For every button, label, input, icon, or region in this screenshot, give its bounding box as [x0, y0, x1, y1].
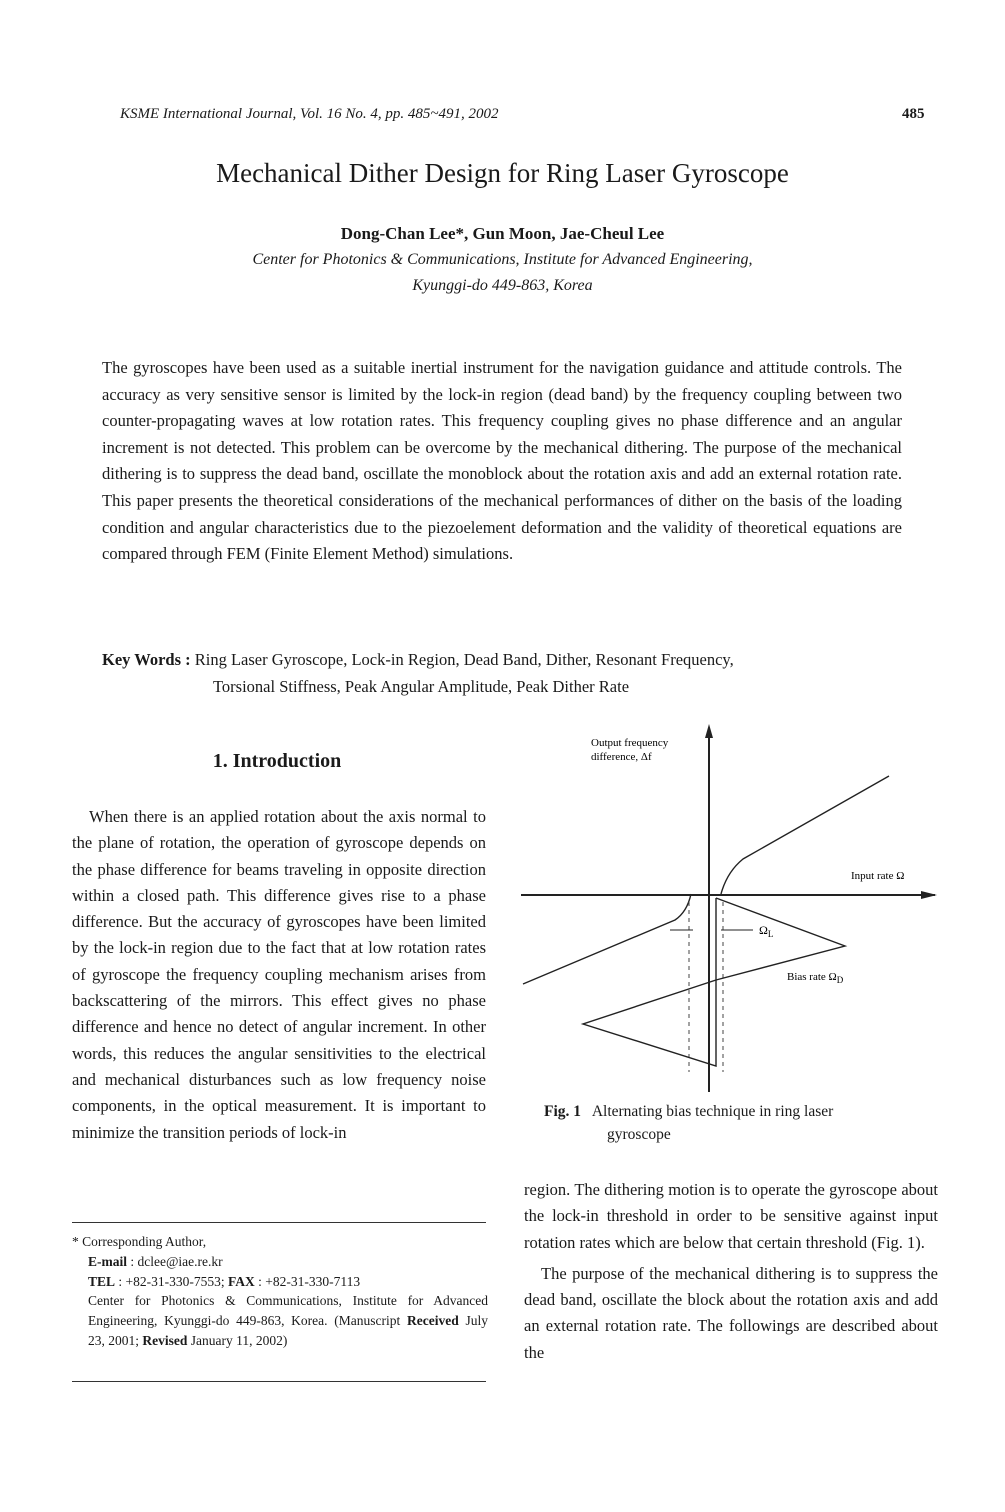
affiliation-line-2: Kyunggi-do 449-863, Korea	[412, 277, 593, 294]
tel-value: : +82-31-330-7553;	[118, 1273, 225, 1289]
footnote	[72, 1232, 488, 1351]
address-text: Center for Photonics & Communications, Institute for Advanced Engineering, Kyunggi-do 449-863, Korea.	[88, 1293, 488, 1329]
journal-header: KSME International Journal, Vol. 16 No. 4, pp. 485~491, 2002	[120, 106, 499, 122]
revised-value: January 11, 2002)	[190, 1332, 288, 1348]
footnote-corresponding: * Corresponding Author,	[72, 1234, 207, 1249]
right-paragraph-2: The purpose of the mechanical dithering is to suppress the dead band, oscillate the block about the rotation axis and add an external rotation rate. The followings are described about the	[524, 1263, 938, 1362]
authors: Dong-Chan Lee*, Gun Moon, Jae-Cheul Lee	[340, 224, 665, 243]
affiliation-line-1: Center for Photonics & Communications, Institute for Advanced Engineering,	[252, 251, 753, 268]
figure-1-caption	[544, 1100, 934, 1146]
response-line-lower	[523, 894, 691, 984]
bias-rate-label: Bias rate $\Omega_D$	[787, 971, 844, 985]
bias-waveform-upper	[716, 898, 845, 980]
x-axis-arrowhead	[921, 891, 937, 899]
email-value: : dclee@iae.re.kr	[130, 1253, 223, 1269]
omega-l-label: $\Omega_L$	[759, 923, 774, 939]
footnote-email	[72, 1252, 488, 1272]
footnote-phone	[72, 1272, 488, 1292]
fax-value: : +82-31-330-7113	[258, 1273, 361, 1289]
keywords	[102, 646, 912, 700]
footnote-rule-top	[72, 1222, 486, 1223]
introduction-paragraph: When there is an applied rotation about the axis normal to the plane of rotation, the operation of gyroscope depends on the phase difference for beams traveling in opposite direction within a closed path. This difference gives rise to a phase difference. But the accuracy of gyroscopes have been limited by the lock-in region due to the fact that at low rotation rates of gyroscope the frequency coupling mechanism arises from backscattering of the mirrors. This effect gives no phase difference and hence no detect of angular increment. In other words, this reduces the angular sensitivities to the electrical and mechanical disturbances such as low frequency noise components, in the optical measurement. It is important to minimize the transition periods of lock-in	[72, 807, 486, 1142]
right-paragraph-1: region. The dithering motion is to operate the gyroscope about the lock-in threshold in order to be sensitive against input rotation rates which are below that certain threshold (Fig. 1).	[524, 1180, 938, 1252]
introduction-column	[72, 804, 486, 1146]
page-number: 485	[902, 106, 925, 122]
abstract: The gyroscopes have been used as a suitable inertial instrument for the navigation guidance and attitude controls. The accuracy as very sensitive sensor is limited by the lock-in region (dead band) by the frequency coupling between two counter-propagating waves at low rotation rates. This frequency coupling gives no phase difference and an angular increment is not detected. This problem can be overcome by the mechanical dithering. The purpose of the mechanical dithering is to suppress the dead band, oscillate the monoblock about the rotation axis and add an external rotation rate. This paper presents the theoretical considerations of the mechanical performances of dither on the basis of the loading condition and angular characteristics due to the piezoelement deformation and the validity of theoretical equations are compared through FEM (Finite Element Method) simulations.	[102, 358, 902, 564]
received-value: July 23, 2001;	[88, 1313, 489, 1348]
revised-label: Revised	[142, 1332, 188, 1348]
x-axis-label: Input rate Ω	[851, 870, 905, 882]
caption-line-2: gyroscope	[607, 1126, 671, 1143]
keywords-label: Key Words :	[102, 650, 191, 669]
y-axis-label-line-2: difference, Δf	[591, 751, 652, 763]
y-axis-label-line-1: Output frequency	[591, 737, 669, 749]
footnote-rule-bottom	[72, 1381, 486, 1382]
caption-line-1: Alternating bias technique in ring laser	[591, 1103, 834, 1120]
paper-title: Mechanical Dither Design for Ring Laser Gyroscope	[216, 158, 789, 188]
figure-1-diagram	[515, 722, 945, 1102]
keywords-line-1: Ring Laser Gyroscope, Lock-in Region, Dead Band, Dither, Resonant Frequency,	[194, 650, 734, 669]
fax-label: FAX	[228, 1273, 255, 1289]
footnote-address	[72, 1291, 488, 1350]
section-heading-introduction: 1. Introduction	[212, 750, 342, 772]
received-label: Received	[407, 1313, 459, 1329]
keywords-line-2: Torsional Stiffness, Peak Angular Amplitude, Peak Dither Rate	[213, 677, 630, 696]
manuscript-open: (Manuscript	[334, 1313, 401, 1329]
tel-label: TEL	[88, 1273, 116, 1289]
y-axis-arrowhead	[705, 724, 713, 738]
email-label: E-mail	[88, 1253, 127, 1269]
figure-label: Fig. 1	[544, 1103, 582, 1120]
bias-waveform	[583, 898, 716, 1066]
right-column-text	[524, 1177, 938, 1366]
